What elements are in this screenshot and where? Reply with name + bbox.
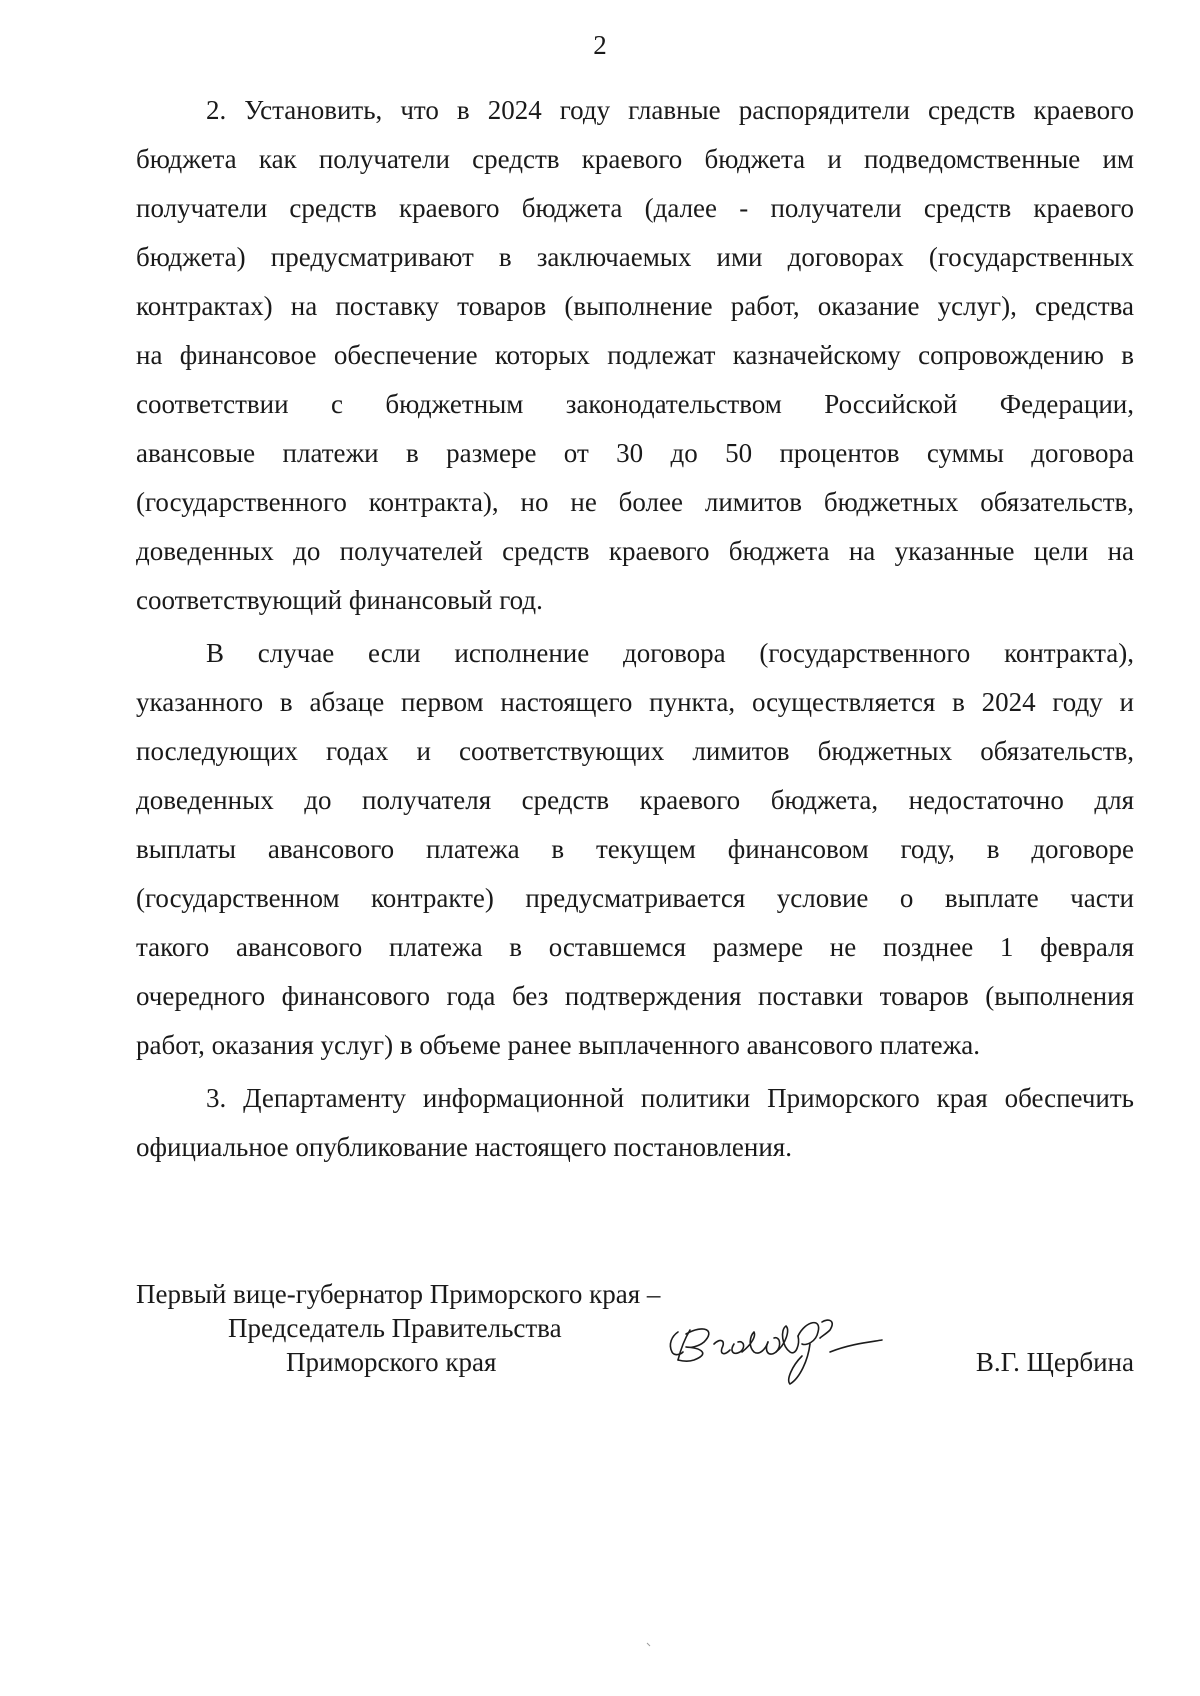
paragraph-line: бюджета как получатели средств краевого бюджета и подведомственные им xyxy=(136,144,1134,174)
paragraph-line: контрактах) на поставку товаров (выполнение работ, оказание услуг), средства xyxy=(136,291,1134,321)
paragraph-line: на финансовое обеспечение которых подлежат казначейскому сопровождению в xyxy=(136,340,1134,370)
paragraph-line: доведенных до получателей средств краевого бюджета на указанные цели на xyxy=(136,536,1134,566)
paragraph-clause-3 xyxy=(136,1074,1134,1172)
paragraph-line: соответствии с бюджетным законодательством Российской Федерации, xyxy=(136,389,1134,419)
paragraph-clause-2 xyxy=(136,86,1134,625)
page-number: 2 xyxy=(593,30,607,60)
paragraph-line: (государственном контракте) предусматривается условие о выплате части xyxy=(136,883,1134,913)
paragraph-line: очередного финансового года без подтверждения поставки товаров (выполнения xyxy=(136,981,1134,1011)
paragraph-line: бюджета) предусматривают в заключаемых ими договорах (государственных xyxy=(136,242,1134,272)
document-body xyxy=(136,86,1134,1172)
paragraph-line: выплаты авансового платежа в текущем финансовом году, в договоре xyxy=(136,834,1134,864)
handwritten-signature xyxy=(650,1300,950,1400)
paragraph-line: указанного в абзаце первом настоящего пункта, осуществляется в 2024 году и xyxy=(136,687,1134,717)
paragraph-line: последующих годах и соответствующих лимитов бюджетных обязательств, xyxy=(136,736,1134,766)
paragraph-line: соответствующий финансовый год. xyxy=(136,585,543,615)
signer-position-line-1: Первый вице-губернатор Приморского края – xyxy=(136,1279,661,1309)
paragraph-line: В случае если исполнение договора (государственного контракта), xyxy=(206,638,1134,668)
paragraph-line: получатели средств краевого бюджета (далее - получатели средств краевого xyxy=(136,193,1134,223)
signer-position-line-2: Председатель Правительства xyxy=(228,1313,562,1343)
paragraph-line: авансовые платежи в размере от 30 до 50 процентов суммы договора xyxy=(136,438,1134,468)
paragraph-line: 2. Установить, что в 2024 году главные распорядители средств краевого xyxy=(206,95,1134,125)
paragraph-clause-2-part-2 xyxy=(136,629,1134,1070)
signature-block xyxy=(136,1278,1134,1398)
paragraph-line: доведенных до получателя средств краевого бюджета, недостаточно для xyxy=(136,785,1134,815)
paragraph-line: официальное опубликование настоящего постановления. xyxy=(136,1132,792,1162)
paragraph-line: 3. Департаменту информационной политики Приморского края обеспечить xyxy=(206,1083,1134,1113)
paragraph-line: (государственного контракта), но не более лимитов бюджетных обязательств, xyxy=(136,487,1134,517)
scan-speck xyxy=(646,1642,652,1648)
signer-name: В.Г. Щербина xyxy=(975,1347,1134,1377)
signer-position-line-3: Приморского края xyxy=(286,1347,497,1377)
paragraph-line: работ, оказания услуг) в объеме ранее выплаченного авансового платежа. xyxy=(136,1030,981,1060)
paragraph-line: такого авансового платежа в оставшемся размере не позднее 1 февраля xyxy=(136,932,1134,962)
